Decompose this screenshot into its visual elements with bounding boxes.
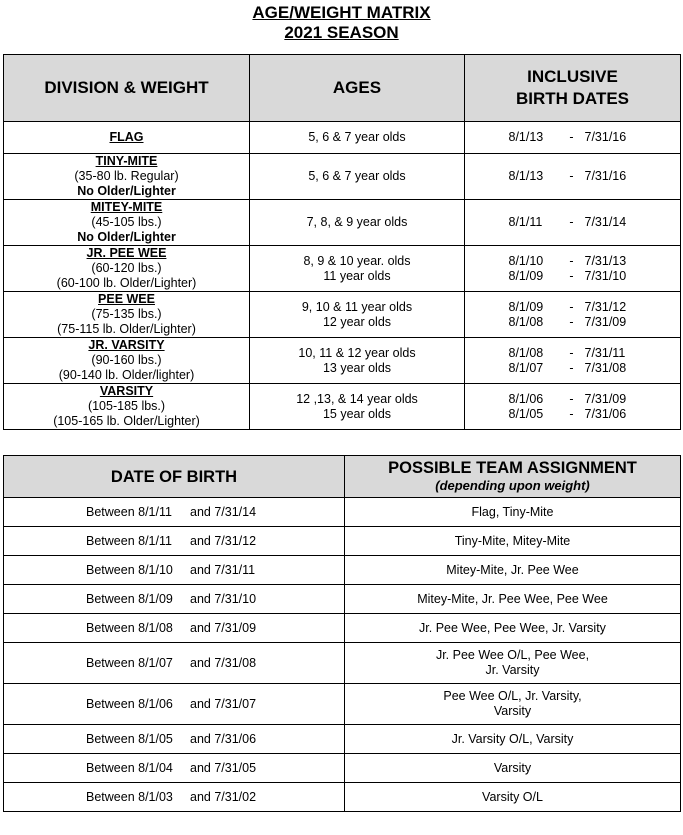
date-dash: - xyxy=(569,406,574,421)
birth-date-range-2 xyxy=(465,407,680,422)
assignment-line-1: Pee Wee O/L, Jr. Varsity, xyxy=(443,689,582,703)
date-to: 7/31/14 xyxy=(584,215,627,229)
assign-row xyxy=(4,725,681,754)
ages-line-1: 7, 8, & 9 year olds xyxy=(306,215,408,229)
division-weight: (35-80 lb. Regular) xyxy=(74,169,179,183)
ages-line-2: 11 year olds xyxy=(323,268,391,283)
dob-cell xyxy=(4,754,345,783)
matrix-header-row xyxy=(4,55,681,122)
matrix-row xyxy=(4,292,681,338)
date-to: 7/31/08 xyxy=(584,360,627,375)
ages-line-1: 12 ,13, & 14 year olds xyxy=(296,391,418,406)
date-to: 7/31/16 xyxy=(584,130,627,144)
assign-row xyxy=(4,684,681,725)
dob-from: Between 8/1/11 xyxy=(86,504,172,519)
matrix-row xyxy=(4,200,681,246)
dob-to: and 7/31/09 xyxy=(190,620,257,635)
division-name: TINY-MITE xyxy=(95,154,158,168)
division-note: No Older/Lighter xyxy=(77,230,176,244)
birth-dates-cell xyxy=(465,292,681,338)
date-from: 8/1/09 xyxy=(508,268,544,283)
date-dash: - xyxy=(569,253,574,268)
division-weight: (45-105 lbs.) xyxy=(91,215,162,229)
ages-line-1: 8, 9 & 10 year. olds xyxy=(303,253,411,268)
division-name: FLAG xyxy=(109,130,144,144)
date-from: 8/1/13 xyxy=(508,130,544,144)
date-from: 8/1/09 xyxy=(508,299,544,314)
dob-to: and 7/31/10 xyxy=(190,591,257,606)
birth-date-range-2 xyxy=(465,315,680,330)
birth-dates-cell xyxy=(465,246,681,292)
ages-line-2: 13 year olds xyxy=(322,360,392,375)
assign-row xyxy=(4,498,681,527)
division-name: JR. PEE WEE xyxy=(86,246,167,260)
division-note: (90-140 lb. Older/lighter) xyxy=(58,368,195,382)
division-note: (60-100 lb. Older/Lighter) xyxy=(56,276,197,290)
date-from: 8/1/06 xyxy=(508,391,544,406)
division-cell xyxy=(4,292,250,338)
division-note: No Older/Lighter xyxy=(77,184,176,198)
date-from: 8/1/05 xyxy=(508,406,544,421)
assignment-cell xyxy=(345,643,681,684)
assignment-cell xyxy=(345,783,681,812)
date-dash: - xyxy=(569,299,574,314)
ages-cell xyxy=(250,122,465,154)
date-dash: - xyxy=(569,130,574,144)
date-from: 8/1/08 xyxy=(508,314,544,329)
date-dash: - xyxy=(569,215,574,229)
dob-to: and 7/31/07 xyxy=(190,696,257,711)
birth-date-range-1 xyxy=(465,130,680,145)
birth-dates-cell xyxy=(465,384,681,430)
division-name: VARSITY xyxy=(99,384,154,398)
assignment-cell xyxy=(345,498,681,527)
assign-header-row xyxy=(4,456,681,498)
ages-cell xyxy=(250,384,465,430)
birth-dates-cell xyxy=(465,122,681,154)
header-inclusive: INCLUSIVE xyxy=(527,67,618,86)
dob-to: and 7/31/14 xyxy=(190,504,257,519)
date-from: 8/1/11 xyxy=(508,215,543,229)
date-to: 7/31/10 xyxy=(584,268,627,283)
ages-cell xyxy=(250,246,465,292)
header-ages: AGES xyxy=(250,55,465,122)
page-title: AGE/WEIGHT MATRIX xyxy=(252,3,431,22)
ages-cell xyxy=(250,292,465,338)
dob-cell xyxy=(4,643,345,684)
division-cell xyxy=(4,338,250,384)
page-subtitle: 2021 SEASON xyxy=(284,23,399,42)
assignment-cell xyxy=(345,527,681,556)
dob-from: Between 8/1/04 xyxy=(86,760,173,775)
date-dash: - xyxy=(569,314,574,329)
date-to: 7/31/13 xyxy=(584,253,627,268)
header-birth-dates-label: BIRTH DATES xyxy=(515,89,629,108)
header-team-assignment-note: (depending upon weight) xyxy=(435,477,590,493)
date-dash: - xyxy=(569,360,574,375)
dob-to: and 7/31/08 xyxy=(190,655,257,670)
date-to: 7/31/09 xyxy=(584,314,627,329)
birth-date-range-1 xyxy=(465,215,680,230)
dob-from: Between 8/1/07 xyxy=(86,655,173,670)
ages-cell xyxy=(250,154,465,200)
date-to: 7/31/06 xyxy=(584,406,627,421)
assign-row xyxy=(4,585,681,614)
assignment-cell xyxy=(345,556,681,585)
assignment-line-1: Mitey-Mite, Jr. Pee Wee xyxy=(446,562,579,577)
division-weight: (105-185 lbs.) xyxy=(87,399,166,413)
assignment-cell xyxy=(345,585,681,614)
assignment-line-1: Varsity O/L xyxy=(482,789,543,804)
assignment-line-1: Jr. Pee Wee, Pee Wee, Jr. Varsity xyxy=(419,620,606,635)
ages-cell xyxy=(250,200,465,246)
team-assignment-table xyxy=(3,455,681,812)
division-cell xyxy=(4,384,250,430)
ages-line-2: 12 year olds xyxy=(322,314,392,329)
assignment-cell xyxy=(345,684,681,725)
birth-dates-cell xyxy=(465,154,681,200)
division-name: JR. VARSITY xyxy=(88,338,165,352)
dob-from: Between 8/1/05 xyxy=(86,731,173,746)
assignment-line-1: Jr. Varsity O/L, Varsity xyxy=(451,731,574,746)
assignment-cell xyxy=(345,725,681,754)
assignment-line-1: Varsity xyxy=(493,760,532,775)
division-note: (75-115 lb. Older/Lighter) xyxy=(57,322,196,336)
dob-cell xyxy=(4,684,345,725)
assign-row xyxy=(4,527,681,556)
date-to: 7/31/09 xyxy=(584,391,627,406)
matrix-row xyxy=(4,246,681,292)
birth-dates-cell xyxy=(465,338,681,384)
date-to: 7/31/12 xyxy=(584,299,627,314)
ages-line-1: 9, 10 & 11 year olds xyxy=(301,299,413,314)
dob-to: and 7/31/02 xyxy=(190,789,257,804)
birth-date-range-1 xyxy=(465,254,680,269)
date-dash: - xyxy=(569,391,574,406)
matrix-row xyxy=(4,154,681,200)
assignment-line-1: Mitey-Mite, Jr. Pee Wee, Pee Wee xyxy=(417,591,608,606)
birth-dates-cell xyxy=(465,200,681,246)
dob-cell xyxy=(4,585,345,614)
date-from: 8/1/08 xyxy=(508,345,544,360)
dob-cell xyxy=(4,527,345,556)
dob-cell xyxy=(4,556,345,585)
age-weight-matrix-table xyxy=(3,54,681,430)
date-from: 8/1/13 xyxy=(508,169,544,183)
birth-date-range-1 xyxy=(465,169,680,184)
dob-cell xyxy=(4,783,345,812)
dob-to: and 7/31/12 xyxy=(190,533,257,548)
division-cell xyxy=(4,122,250,154)
dob-to: and 7/31/06 xyxy=(190,731,257,746)
dob-to: and 7/31/05 xyxy=(190,760,257,775)
division-cell xyxy=(4,154,250,200)
birth-date-range-1 xyxy=(465,392,680,407)
division-weight: (90-160 lbs.) xyxy=(91,353,162,367)
assignment-cell xyxy=(345,614,681,643)
assign-row xyxy=(4,614,681,643)
header-team-assignment xyxy=(345,456,681,498)
division-cell xyxy=(4,246,250,292)
dob-from: Between 8/1/09 xyxy=(86,591,173,606)
division-cell xyxy=(4,200,250,246)
dob-from: Between 8/1/08 xyxy=(86,620,173,635)
assign-row xyxy=(4,783,681,812)
ages-line-1: 5, 6 & 7 year olds xyxy=(308,169,406,183)
assign-row xyxy=(4,643,681,684)
matrix-row xyxy=(4,338,681,384)
division-name: MITEY-MITE xyxy=(90,200,163,214)
date-from: 8/1/07 xyxy=(508,360,544,375)
assignment-line-1: Flag, Tiny-Mite xyxy=(471,504,554,519)
header-birth-dates xyxy=(465,55,681,122)
birth-date-range-1 xyxy=(465,346,680,361)
assignment-line-2: Jr. Varsity xyxy=(485,663,540,677)
division-weight: (75-135 lbs.) xyxy=(91,307,162,321)
dob-cell xyxy=(4,614,345,643)
ages-line-2: 15 year olds xyxy=(322,406,392,421)
header-date-of-birth: DATE OF BIRTH xyxy=(4,456,345,498)
dob-from: Between 8/1/10 xyxy=(86,562,173,577)
assign-row xyxy=(4,754,681,783)
division-note: (105-165 lb. Older/Lighter) xyxy=(53,414,200,428)
dob-to: and 7/31/11 xyxy=(190,562,256,577)
date-dash: - xyxy=(569,169,574,183)
assign-row xyxy=(4,556,681,585)
dob-from: Between 8/1/03 xyxy=(86,789,173,804)
header-team-assignment-label: POSSIBLE TEAM ASSIGNMENT xyxy=(388,458,637,477)
assignment-line-1: Tiny-Mite, Mitey-Mite xyxy=(454,533,571,548)
date-to: 7/31/16 xyxy=(584,169,627,183)
header-division-weight: DIVISION & WEIGHT xyxy=(4,55,250,122)
assignment-line-1: Jr. Pee Wee O/L, Pee Wee, xyxy=(435,648,590,662)
dob-cell xyxy=(4,498,345,527)
assignment-cell xyxy=(345,754,681,783)
division-weight: (60-120 lbs.) xyxy=(91,261,162,275)
ages-line-1: 5, 6 & 7 year olds xyxy=(308,130,406,144)
birth-date-range-1 xyxy=(465,300,680,315)
matrix-row xyxy=(4,384,681,430)
birth-date-range-2 xyxy=(465,361,680,376)
division-name: PEE WEE xyxy=(98,292,155,306)
matrix-row xyxy=(4,122,681,154)
dob-cell xyxy=(4,725,345,754)
dob-from: Between 8/1/11 xyxy=(86,533,172,548)
date-dash: - xyxy=(569,345,574,360)
date-from: 8/1/10 xyxy=(508,253,544,268)
date-dash: - xyxy=(569,268,574,283)
ages-cell xyxy=(250,338,465,384)
dob-from: Between 8/1/06 xyxy=(86,696,173,711)
ages-line-1: 10, 11 & 12 year olds xyxy=(298,345,416,360)
date-to: 7/31/11 xyxy=(584,345,626,360)
birth-date-range-2 xyxy=(465,269,680,284)
assignment-line-2: Varsity xyxy=(493,704,532,718)
